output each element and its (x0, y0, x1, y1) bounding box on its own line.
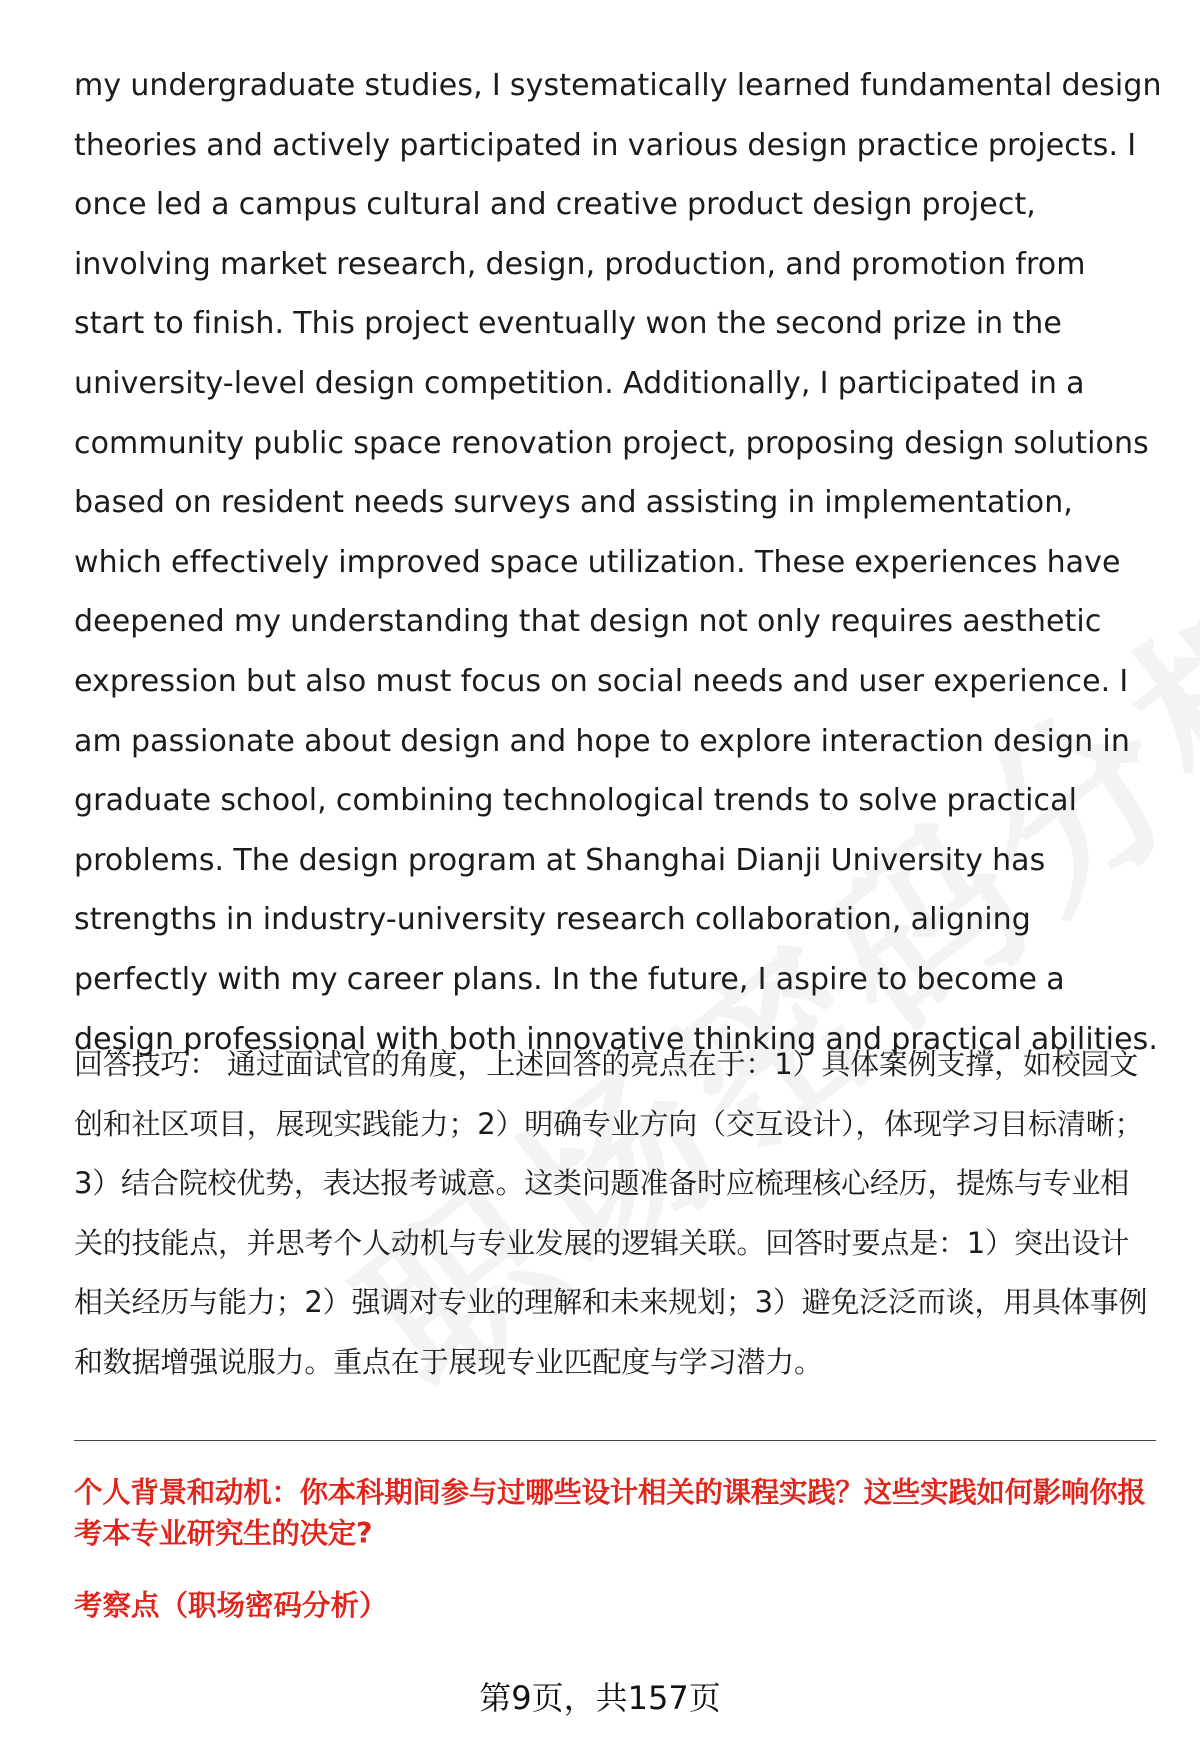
answer-tips-paragraph: 回答技巧： 通过面试官的角度，上述回答的亮点在于：1）具体案例支撑，如校园文创和社区项目，展现实践能力；2）明确专业方向（交互设计），体现学习目标清晰；3）结合院校优势，表达报考诚意。这类问题准备时应梳理核心经历，提炼与专业相关的技能点，并思考个人动机与专业发展的逻辑关联。回答时要点是：1）突出设计相关经历与能力；2）强调对专业的理解和未来规划；3）避免泛泛而谈，用具体事例和数据增强说服力。重点在于展现专业匹配度与学习潜力。 (74, 1047, 1148, 1379)
page-number: 第9页，共157页 (479, 1679, 721, 1717)
examine-point-heading: 考察点（职场密码分析） (74, 1589, 388, 1622)
question-heading: 个人背景和动机：你本科期间参与过哪些设计相关的课程实践？这些实践如何影响你报考本专业研究生的决定? (74, 1476, 1146, 1550)
answer-paragraph: my undergraduate studies, I systematically learned fundamental design theories and actively participated in various design practice projects. I once led a campus cultural and creative product design project, involving market research, design, production, and promotion from start to finish. This project eventually won the second prize in the university-level design competition. Additionally, I participated in a community public space renovation project, proposing design solutions based on resident needs surveys and assisting in implementation, which effectively improved space utilization. These experiences have deepened my understanding that design not only requires aesthetic expression but also must focus on social needs and user experience. I am passionate about design and hope to explore interaction design in graduate school, combining technological trends to solve practical problems. The design program at Shanghai Dianji University has strengths in industry-university research collaboration, aligning perfectly with my career plans. In the future, I aspire to become a design professional with both innovative thinking and practical abilities. (74, 68, 1162, 1057)
section-divider (74, 1440, 1156, 1441)
